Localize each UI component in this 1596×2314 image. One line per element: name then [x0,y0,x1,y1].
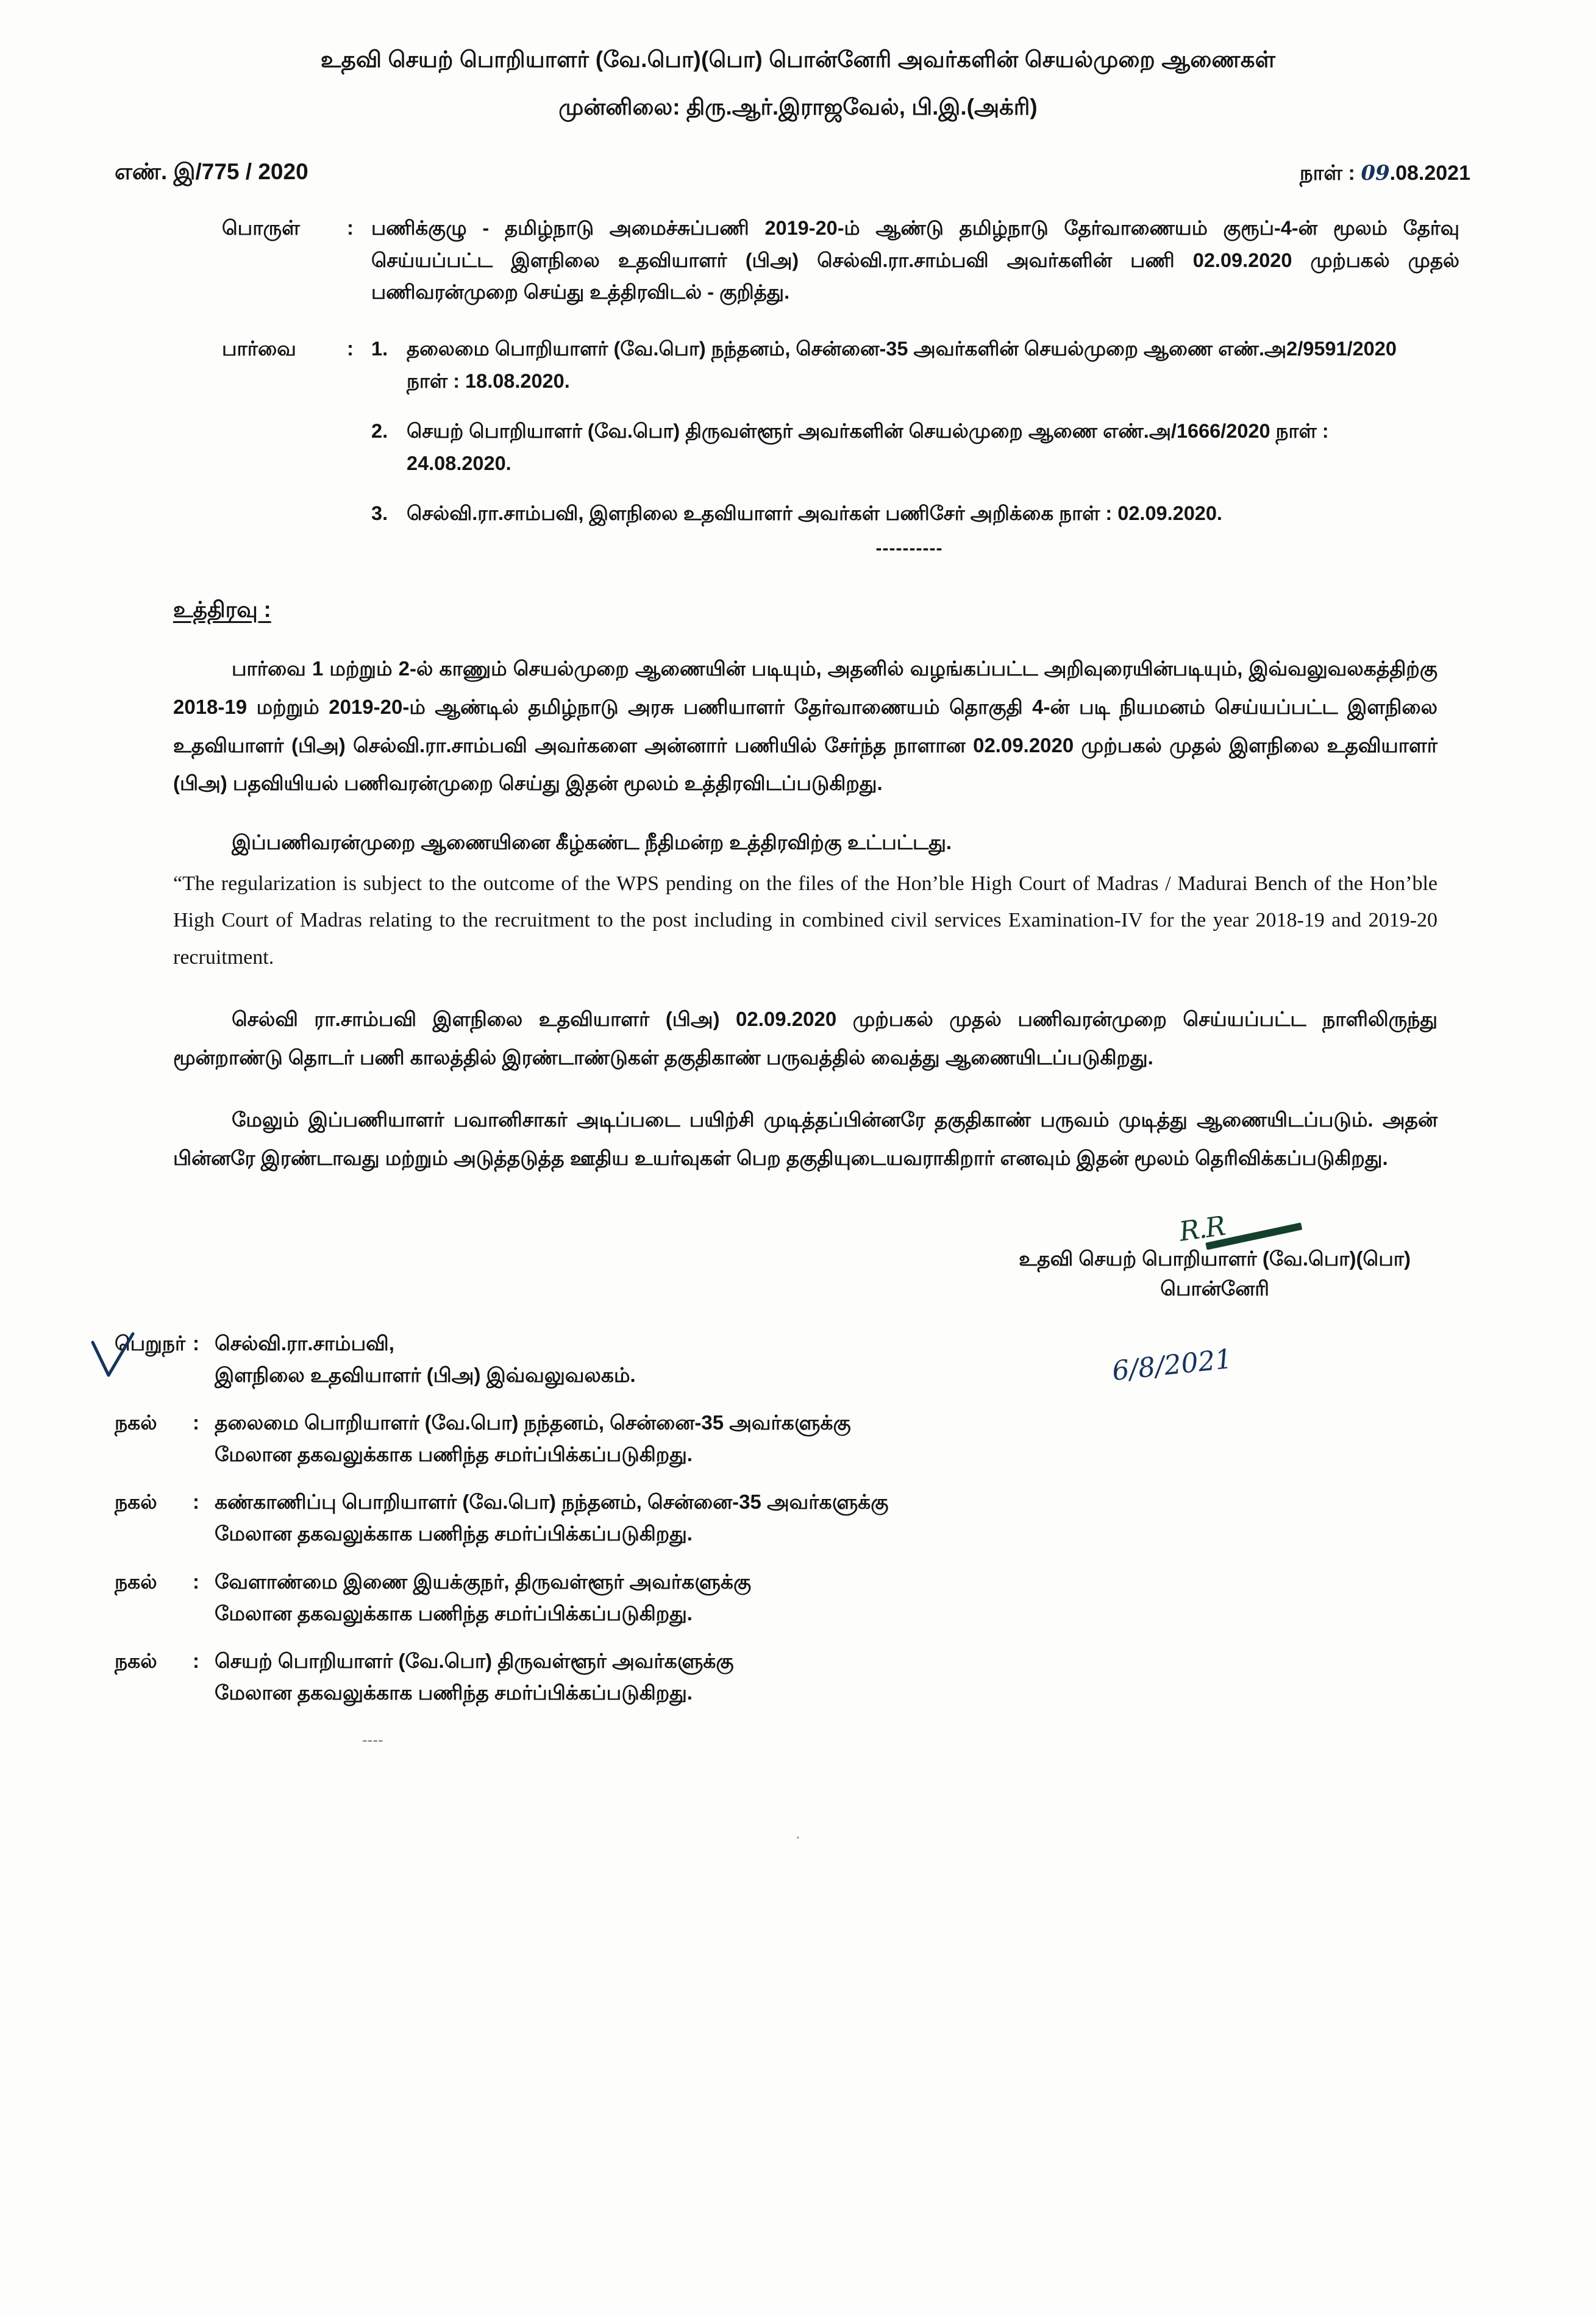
reference-row [100,159,1496,188]
reference-item-text: தலைமை பொறியாளர் (வே.பொ) நந்தனம், சென்னை-35 அவர்களின் செயல்முறை ஆணை எண்.அ2/9591/2020 நாள் : 18.08.2020. [407,337,1397,392]
court-order-quote: “The regularization is subject to the outcome of the WPS pending on the files of the Hon’ble High Court of Madras / Madurai Bench of the Hon’ble High Court of Madras relating to the recruitment to the post including in combined civil services Examination-IV for the year 2018-19 and 2019-20 recruitment. [173,872,1437,969]
order-paragraph-1: பார்வை 1 மற்றும் 2-ல் காணும் செயல்முறை ஆணையின் படியும், அதனில் வழங்கப்பட்ட அறிவுரையின்படியும், இவ்வலுவலகத்திற்கு 2018-19 மற்றும் 2019-20-ம் ஆண்டில் தமிழ்நாடு அரசு பணியாளர் தேர்வாணையம் தொகுதி 4-ன் படி நியமனம் செய்யப்பட்ட இளநிலை உதவியாளர் (பிஅ) செல்வி.ரா.சாம்பவி அவர்களை அன்னார் பணியில் சேர்ந்த நாளான 02.09.2020 முற்பகல் முதல் இளநிலை உதவியாளர் (பிஅ) பதவியியல் பணிவரன்முறை செய்து இதன் மூலம் உத்திரவிடப்படுகிறது. [173,657,1437,795]
copy-colon: : [193,1570,199,1593]
document-body [100,0,1496,1843]
subject-text: பணிக்குழு - தமிழ்நாடு அமைச்சுப்பணி 2019-20-ம் ஆண்டு தமிழ்நாடு தேர்வாணையம் குரூப்-4-ன் மூலம் தேர்வு செய்யப்பட்ட இளநிலை உதவியாளர் (பிஅ) செல்வி.ரா.சாம்பவி அவர்களின் பணி 02.09.2020 முற்பகல் முதல் பணிவரன்முறை செய்து உத்திரவிடல் - குறித்து. [371,217,1459,304]
footer-dot: . [795,1823,801,1843]
list-item [115,1328,1496,1391]
copy-text-line-2: மேலான தகவலுக்காக பணிந்த சமர்ப்பிக்கப்படுகிறது. [215,1601,693,1625]
distribution-list [100,1328,1496,1709]
recipient-label: பெறுநர் [115,1331,186,1355]
copy-label: நகல் [115,1570,157,1593]
list-item [371,333,1423,397]
order-heading: உத்திரவு : [173,597,271,622]
signature-area [100,1208,1496,1324]
references-label: பார்வை [222,336,296,360]
signatory-designation [1019,1244,1411,1304]
recipient-colon: : [193,1331,199,1355]
order-number: எண். இ/775 / 2020 [115,159,308,184]
recipient-text-line-1: செல்வி.ரா.சாம்பவி, [215,1331,394,1355]
copy-label: நகல் [115,1411,157,1434]
list-item [371,415,1423,479]
order-date-label: நாள் : [1299,162,1355,185]
document-title-line-1: உதவி செயற் பொறியாளர் (வே.பொ)(பொ) பொன்னேரி அவர்களின் செயல்முறை ஆணைகள் [320,47,1276,72]
signatory-line-1: உதவி செயற் பொறியாளர் (வே.பொ)(பொ) [1019,1247,1411,1270]
footer-dash: ---- [362,1731,383,1750]
order-paragraph-4: மேலும் இப்பணியாளர் பவானிசாகர் அடிப்படை பயிற்சி முடித்தப்பின்னரே தகுதிகாண் பருவம் முடித்து ஆணையிடப்படும். அதன் பின்னரே இரண்டாவது மற்றும் அடுத்தடுத்த ஊதிய உயர்வுகள் பெற தகுதியுடையவராகிறார் எனவும் இதன் மூலம் தெரிவிக்கப்படுகிறது. [173,1108,1437,1170]
copy-text-line-1: தலைமை பொறியாளர் (வே.பொ) நந்தனம், சென்னை-35 அவர்களுக்கு [215,1411,851,1434]
order-paragraph-2: இப்பணிவரன்முறை ஆணையினை கீழ்கண்ட நீதிமன்ற உத்திரவிற்கு உட்பட்டது. [232,830,952,853]
recipient-text [215,1328,1496,1391]
list-item [115,1486,1496,1550]
list-item [115,1645,1496,1709]
reference-item-number: 3. [371,502,388,525]
copy-text [215,1566,1496,1629]
copy-text [215,1407,1496,1470]
order-date-rest: .08.2021 [1389,162,1470,185]
reference-item-number: 2. [371,420,388,443]
copy-text-line-1: கண்காணிப்பு பொறியாளர் (வே.பொ) நந்தனம், சென்னை-35 அவர்களுக்கு [215,1490,889,1514]
copy-text-line-2: மேலான தகவலுக்காக பணிந்த சமர்ப்பிக்கப்படுகிறது. [215,1681,693,1704]
copy-colon: : [193,1649,199,1672]
copy-text-line-2: மேலான தகவலுக்காக பணிந்த சமர்ப்பிக்கப்படுகிறது. [215,1443,693,1466]
signature-initials: R.R [1177,1210,1227,1248]
copy-text-line-1: செயற் பொறியாளர் (வே.பொ) திருவள்ளூர் அவர்களுக்கு [215,1649,734,1672]
references-block [100,333,1496,559]
list-item [115,1566,1496,1629]
copy-text-line-1: வேளாண்மை இணை இயக்குநர், திருவள்ளூர் அவர்களுக்கு [215,1570,752,1593]
copy-colon: : [193,1411,199,1434]
signatory-line-2: பொன்னேரி [1160,1277,1269,1300]
reference-item-text: செல்வி.ரா.சாம்பவி, இளநிலை உதவியாளர் அவர்கள் பணிசேர் அறிக்கை நாள் : 02.09.2020. [407,502,1222,525]
copy-label: நகல் [115,1649,157,1672]
order-date [1300,161,1470,188]
copy-label: நகல் [115,1490,157,1514]
document-title-line-2: முன்னிலை: திரு.ஆர்.இராஜவேல், பி.இ.(அக்ரி) [558,94,1038,119]
copy-text [215,1486,1496,1550]
subject-colon: : [347,216,354,239]
recipient-text-line-2: இளநிலை உதவியாளர் (பிஅ) இவ்வலுவலகம். [215,1363,636,1386]
copy-text-line-2: மேலான தகவலுக்காக பணிந்த சமர்ப்பிக்கப்படுகிறது. [215,1522,693,1545]
section-divider: ---------- [875,538,943,559]
handwritten-date: 6/8/2021 [1110,1343,1234,1387]
reference-item-text: செயற் பொறியாளர் (வே.பொ) திருவள்ளூர் அவர்களின் செயல்முறை ஆணை எண்.அ/1666/2020 நாள் : 24.08.2020. [407,420,1329,474]
list-item [371,497,1423,530]
order-date-handwritten: 09 [1361,161,1390,185]
references-colon: : [347,336,354,360]
copy-colon: : [193,1490,199,1514]
subject-block [100,212,1496,308]
references-list [371,333,1496,559]
order-paragraph-3: செல்வி ரா.சாம்பவி இளநிலை உதவியாளர் (பிஅ) 02.09.2020 முற்பகல் முதல் பணிவரன்முறை செய்யப்பட்ட நாளிலிருந்து மூன்றாண்டு தொடர் பணி காலத்தில் இரண்டாண்டுகள் தகுதிகாண் பருவத்தில் வைத்து ஆணையிடப்படுகிறது. [173,1008,1437,1069]
list-item [115,1407,1496,1470]
signature-scribble [1177,1200,1303,1250]
copy-text [215,1645,1496,1709]
subject-label: பொருள் [222,216,300,239]
reference-item-number: 1. [371,337,388,360]
